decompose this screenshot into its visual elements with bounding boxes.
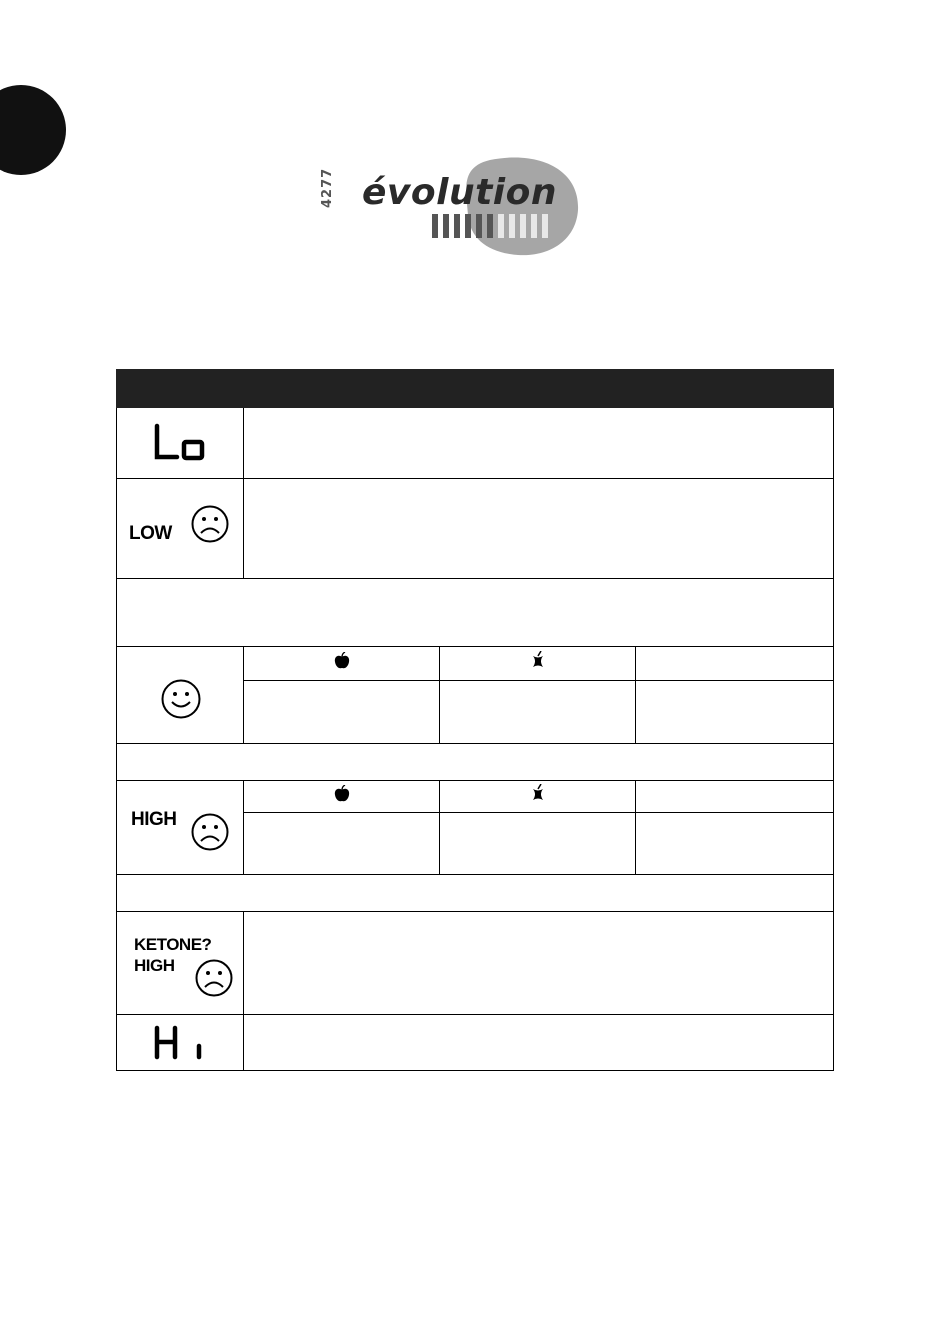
high-value-3	[636, 813, 834, 875]
high-value-1	[244, 813, 440, 875]
high-cell	[117, 781, 244, 875]
low-cell	[117, 479, 244, 579]
high-value-2	[440, 813, 636, 875]
table-row	[117, 408, 834, 479]
high-other-header	[636, 781, 834, 813]
low-description	[244, 479, 834, 579]
high-before-meal-header	[244, 781, 440, 813]
hi-description	[244, 1015, 834, 1071]
model-number: 4277	[320, 167, 335, 208]
normal-value-2	[440, 681, 636, 744]
before-meal-header	[244, 647, 440, 681]
note-row-2	[117, 744, 834, 781]
table-row	[117, 647, 834, 681]
results-table	[116, 369, 834, 1071]
lcd-lo-cell	[117, 408, 244, 479]
note-row-1	[117, 579, 834, 647]
note-row-3	[117, 875, 834, 912]
ketone-high-label: HIGH	[134, 956, 175, 975]
lo-description	[244, 408, 834, 479]
after-meal-header	[440, 647, 636, 681]
normal-value-1	[244, 681, 440, 744]
header-cell-description	[244, 370, 834, 408]
section-tab-marker	[0, 85, 66, 175]
table-row	[117, 744, 834, 781]
table-row	[117, 781, 834, 813]
logo-bars	[432, 214, 557, 238]
high-label: HIGH	[131, 809, 177, 830]
ketone-description	[244, 912, 834, 1015]
table-row	[117, 479, 834, 579]
header-cell-display	[117, 370, 244, 408]
brand-name: évolution	[362, 172, 557, 213]
ketone-label: KETONE?	[134, 935, 212, 954]
apple-core-icon	[530, 651, 546, 671]
high-after-meal-header	[440, 781, 636, 813]
table-row	[117, 912, 834, 1015]
apple-icon	[334, 785, 350, 803]
apple-icon	[334, 652, 350, 670]
smiley-face-icon	[160, 678, 202, 720]
table-row	[117, 875, 834, 912]
normal-value-3	[636, 681, 834, 744]
lcd-lo-display	[153, 423, 207, 463]
sad-face-icon	[194, 958, 234, 998]
table-row	[117, 1015, 834, 1071]
lcd-hi-display	[153, 1025, 207, 1061]
table-row	[117, 579, 834, 647]
other-header	[636, 647, 834, 681]
lcd-hi-cell	[117, 1015, 244, 1071]
low-label: LOW	[129, 523, 172, 544]
ketone-cell	[117, 912, 244, 1015]
normal-cell	[117, 647, 244, 744]
apple-core-icon	[530, 784, 546, 804]
sad-face-icon	[190, 504, 230, 544]
table-header	[117, 370, 834, 408]
sad-face-icon	[190, 812, 230, 852]
